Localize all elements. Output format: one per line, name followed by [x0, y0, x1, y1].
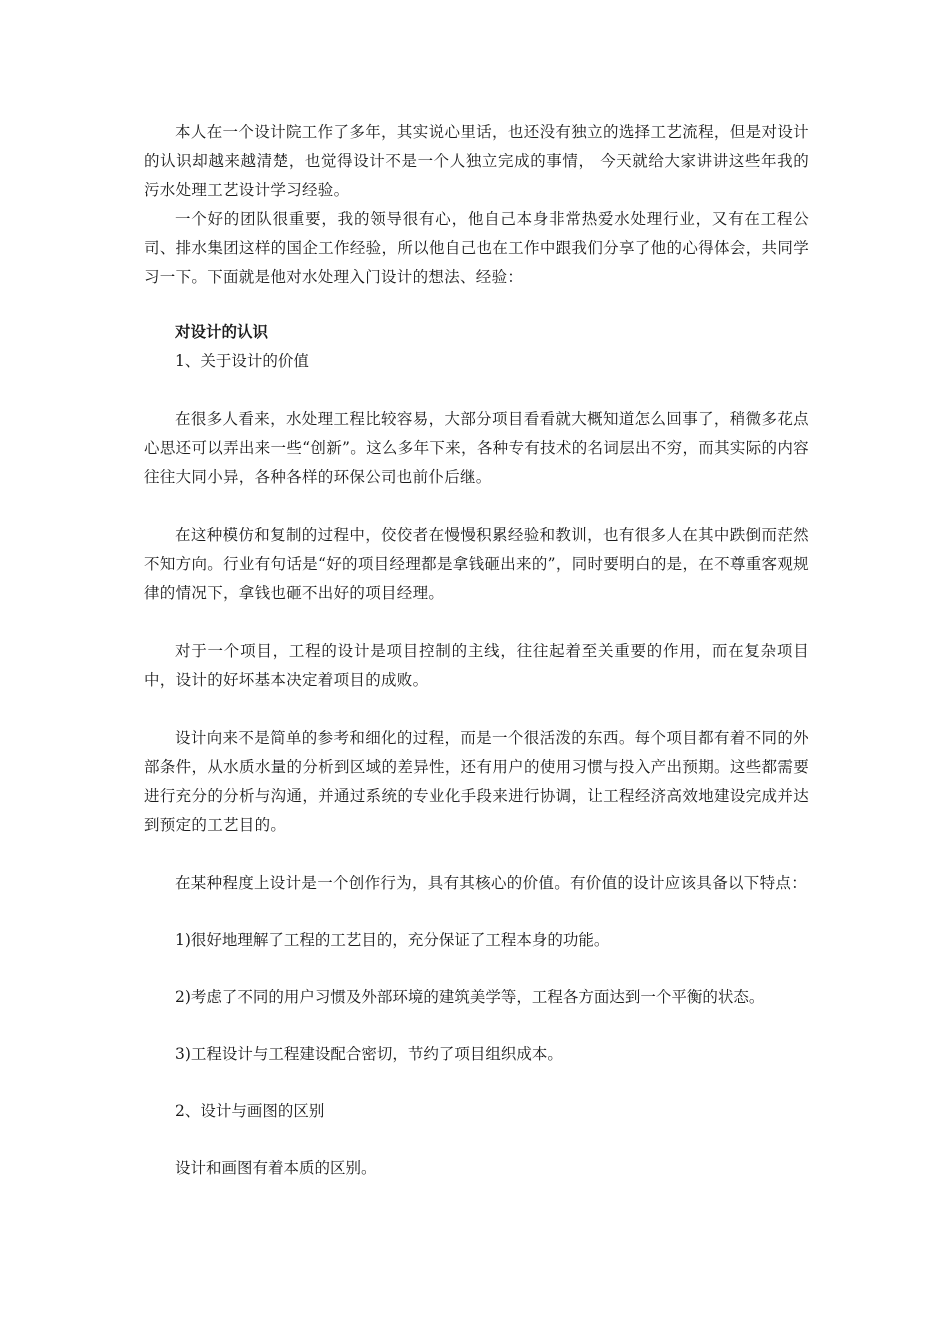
spacer — [144, 1069, 809, 1097]
section-title: 对设计的认识 — [175, 323, 269, 341]
spacer — [144, 1012, 809, 1040]
point-item-2: 2)考虑了不同的用户习惯及外部环境的建筑美学等，工程各方面达到一个平衡的状态。 — [175, 988, 765, 1006]
spacer — [144, 292, 809, 318]
spacer — [144, 492, 809, 521]
document-page — [144, 118, 809, 1183]
subsection-title-2: 2、设计与画图的区别 — [175, 1102, 325, 1120]
body-paragraph-5: 在某种程度上设计是一个创作行为，具有其核心的价值。有价值的设计应该具备以下特点： — [175, 874, 808, 892]
body-paragraph-3: 对于一个项目，工程的设计是项目控制的主线，往往起着至关重要的作用，而在复杂项目中，设计的好坏基本决定着项目的成败。 — [144, 642, 809, 689]
intro-paragraph-1: 本人在一个设计院工作了多年，其实说心里话，也还没有独立的选择工艺流程，但是对设计的认识却越来越清楚，也觉得设计不是一个人独立完成的事情， 今天就给大家讲讲这些年我的污水处理工艺设计学习经验。 — [144, 123, 809, 199]
point-item-3: 3)工程设计与工程建设配合密切，节约了项目组织成本。 — [175, 1045, 563, 1063]
spacer — [144, 376, 809, 405]
subsection-title-1: 1、关于设计的价值 — [175, 352, 309, 370]
spacer — [144, 608, 809, 637]
spacer — [144, 898, 809, 926]
body-paragraph-4: 设计向来不是简单的参考和细化的过程，而是一个很活泼的东西。每个项目都有着不同的外部条件，从水质水量的分析到区域的差异性，还有用户的使用习惯与投入产出预期。这些都需要进行充分的分析与沟通，并通过系统的专业化手段来进行协调，让工程经济高效地建设完成并达到预定的工艺目的。 — [144, 729, 809, 834]
spacer — [144, 955, 809, 983]
point-item-1: 1)很好地理解了工程的工艺目的，充分保证了工程本身的功能。 — [175, 931, 610, 949]
intro-paragraph-2: 一个好的团队很重要，我的领导很有心，他自己本身非常热爱水处理行业，又有在工程公司、排水集团这样的国企工作经验，所以他自己也在工作中跟我们分享了他的心得体会，共同学习一下。下面就是他对水处理入门设计的想法、经验： — [144, 210, 809, 286]
body-paragraph-2: 在这种模仿和复制的过程中，佼佼者在慢慢积累经验和教训，也有很多人在其中跌倒而茫然不知方向。行业有句话是“好的项目经理都是拿钱砸出来的”，同时要明白的是，在不尊重客观规律的情况下，拿钱也砸不出好的项目经理。 — [144, 526, 809, 602]
body-paragraph-1: 在很多人看来，水处理工程比较容易，大部分项目看看就大概知道怎么回事了，稍微多花点心思还可以弄出来一些“创新”。这么多年下来，各种专有技术的名词层出不穷，而其实际的内容往往大同小异，各种各样的环保公司也前仆后继。 — [144, 410, 809, 486]
spacer — [144, 1126, 809, 1154]
closing-paragraph: 设计和画图有着本质的区别。 — [175, 1159, 377, 1177]
spacer — [144, 840, 809, 869]
spacer — [144, 695, 809, 724]
